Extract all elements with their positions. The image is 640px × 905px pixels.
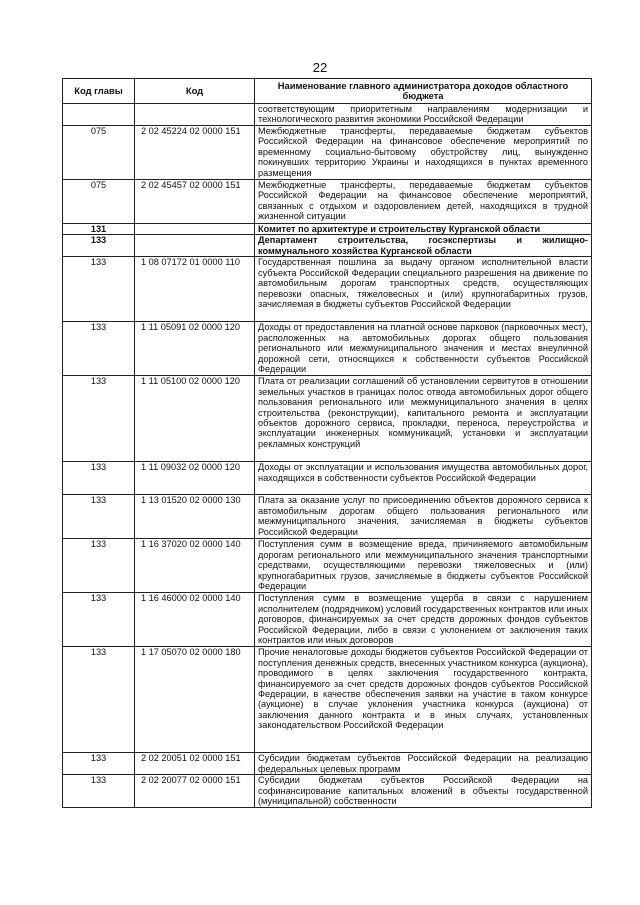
revenue-name-cell: Субсидии бюджетам субъектов Российской Федерации на софинансирование капитальных вложений в объекты государственной (муниципальной) собственности bbox=[255, 775, 592, 808]
revenue-code-cell: 2 02 45224 02 0000 151 bbox=[135, 126, 255, 180]
table-row bbox=[63, 753, 592, 775]
revenue-name-cell: Плата от реализации соглашений об установлении сервитутов в отношении земельных участков в границах полос отвода автомобильных дорог общего пользования регионального или межмуниципального значения в целях строительства (реконструкции), капитального ремонта и эксплуатации объектов дорожного сервиса, прокладки, переноса, переустройства и эксплуатации инженерных коммуникаций, установки и эксплуатации рекламных конструкций bbox=[255, 376, 592, 462]
table-row bbox=[63, 322, 592, 376]
table-row bbox=[63, 647, 592, 753]
chapter-code-cell: 133 bbox=[63, 322, 135, 376]
table-row bbox=[63, 257, 592, 322]
revenue-code-cell: 1 17 05070 02 0000 180 bbox=[135, 647, 255, 753]
revenue-code-cell: 1 08 07172 01 0000 110 bbox=[135, 257, 255, 322]
revenue-name-cell: Доходы от эксплуатации и использования имущества автомобильных дорог, находящихся в собственности субъектов Российской Федерации bbox=[255, 462, 592, 495]
chapter-code-cell: 133 bbox=[63, 647, 135, 753]
revenue-name-cell: соответствующим приоритетным направлениям модернизации и технологического развития экономики Российской Федерации bbox=[255, 104, 592, 126]
revenue-code-cell: 2 02 20077 02 0000 151 bbox=[135, 775, 255, 808]
revenue-code-cell: 1 11 05100 02 0000 120 bbox=[135, 376, 255, 462]
revenue-code-cell: 2 02 20051 02 0000 151 bbox=[135, 753, 255, 775]
chapter-code-cell: 133 bbox=[63, 462, 135, 495]
chapter-code-cell: 133 bbox=[63, 753, 135, 775]
table-row bbox=[63, 104, 592, 126]
revenue-code-cell: 1 11 09032 02 0000 120 bbox=[135, 462, 255, 495]
chapter-code-cell: 133 bbox=[63, 376, 135, 462]
chapter-code-cell: 133 bbox=[63, 539, 135, 593]
revenue-code-cell bbox=[135, 104, 255, 126]
revenue-name-cell: Государственная пошлина за выдачу органом исполнительной власти субъекта Российской Федерации специального разрешения на движение по автомобильным дорогам транспортных средств, осуществляющих перевозки опасных, тяжеловесных и (или) крупногабаритных грузов, зачисляемая в бюджеты субъектов Российской Федерации bbox=[255, 257, 592, 322]
chapter-code-cell: 133 bbox=[63, 235, 135, 257]
table-row bbox=[63, 180, 592, 224]
chapter-code-cell: 131 bbox=[63, 224, 135, 235]
chapter-code-cell: 075 bbox=[63, 126, 135, 180]
table-row bbox=[63, 126, 592, 180]
revenue-name-cell: Поступления сумм в возмещение ущерба в связи с нарушением исполнителем (подрядчиком) условий государственных контрактов или иных договоров, финансируемых за счет средств дорожных фондов субъектов Российской Федерации, либо в связи с уклонением от заключения таких контрактов или иных договоров bbox=[255, 593, 592, 647]
table-row bbox=[63, 235, 592, 257]
revenue-name-cell: Плата за оказание услуг по присоединению объектов дорожного сервиса к автомобильным дорогам общего пользования регионального или межмуниципального значения, зачисляемая в бюджеты субъектов Российской Федерации bbox=[255, 495, 592, 539]
revenue-name-cell: Прочие неналоговые доходы бюджетов субъектов Российской Федерации от поступления денежных средств, внесенных участником конкурса (аукциона), проводимого в целях заключения государственного контракта, финансируемого за счет средств дорожных фондов субъектов Российской Федерации, в качестве обеспечения заявки на участие в таком конкурсе (аукционе) в случае уклонения участника конкурса (аукциона) от заключения данного контракта и в иных случаях, установленных законодательством Российской Федерации bbox=[255, 647, 592, 753]
chapter-code-cell: 133 bbox=[63, 257, 135, 322]
revenue-code-cell: 1 13 01520 02 0000 130 bbox=[135, 495, 255, 539]
table-row bbox=[63, 462, 592, 495]
table-row bbox=[63, 539, 592, 593]
table-row bbox=[63, 775, 592, 808]
revenue-code-cell bbox=[135, 224, 255, 235]
chapter-code-cell: 133 bbox=[63, 775, 135, 808]
revenue-name-cell: Межбюджетные трансферты, передаваемые бюджетам субъектов Российской Федерации на финансовое обеспечение мероприятий, связанных с отдыхом и оздоровлением детей, находящихся в трудной жизненной ситуации bbox=[255, 180, 592, 224]
page-number: 22 bbox=[312, 60, 328, 75]
chapter-code-cell bbox=[63, 104, 135, 126]
revenue-code-cell: 1 11 05091 02 0000 120 bbox=[135, 322, 255, 376]
chapter-code-cell: 075 bbox=[63, 180, 135, 224]
header-name: Наименование главного администратора доходов областного бюджета bbox=[255, 79, 592, 104]
table-body bbox=[63, 104, 592, 808]
revenue-name-cell: Субсидии бюджетам субъектов Российской Федерации на реализацию федеральных целевых программ bbox=[255, 753, 592, 775]
revenue-code-cell: 1 16 46000 02 0000 140 bbox=[135, 593, 255, 647]
header-code-chapter: Код главы bbox=[63, 79, 135, 104]
table-row bbox=[63, 495, 592, 539]
revenue-code-cell: 2 02 45457 02 0000 151 bbox=[135, 180, 255, 224]
table-row bbox=[63, 224, 592, 235]
table-row bbox=[63, 593, 592, 647]
revenue-name-cell: Поступления сумм в возмещение вреда, причиняемого автомобильным дорогам регионального или межмуниципального значения транспортными средствами, осуществляющими перевозки тяжеловесных и (или) крупногабаритных грузов, зачисляемые в бюджеты субъектов Российской Федерации bbox=[255, 539, 592, 593]
revenue-code-cell bbox=[135, 235, 255, 257]
revenue-name-cell: Департамент строительства, госэкспертизы и жилищно-коммунального хозяйства Курганской области bbox=[255, 235, 592, 257]
table-header bbox=[63, 79, 592, 104]
revenue-name-cell: Комитет по архитектуре и строительству Курганской области bbox=[255, 224, 592, 235]
revenue-code-cell: 1 16 37020 02 0000 140 bbox=[135, 539, 255, 593]
revenue-name-cell: Доходы от предоставления на платной основе парковок (парковочных мест), расположенных на автомобильных дорогах общего пользования регионального или межмуниципального значения и местах внеуличной дорожной сети, относящихся к собственности субъектов Российской Федерации bbox=[255, 322, 592, 376]
table-row bbox=[63, 376, 592, 462]
revenue-codes-table bbox=[62, 78, 592, 808]
chapter-code-cell: 133 bbox=[63, 495, 135, 539]
header-code: Код bbox=[135, 79, 255, 104]
revenue-name-cell: Межбюджетные трансферты, передаваемые бюджетам субъектов Российской Федерации на финансовое обеспечение мероприятий по временному социально-бытовому обустройству лиц, вынужденно покинувших территорию Украины и находящихся в пунктах временного размещения bbox=[255, 126, 592, 180]
chapter-code-cell: 133 bbox=[63, 593, 135, 647]
